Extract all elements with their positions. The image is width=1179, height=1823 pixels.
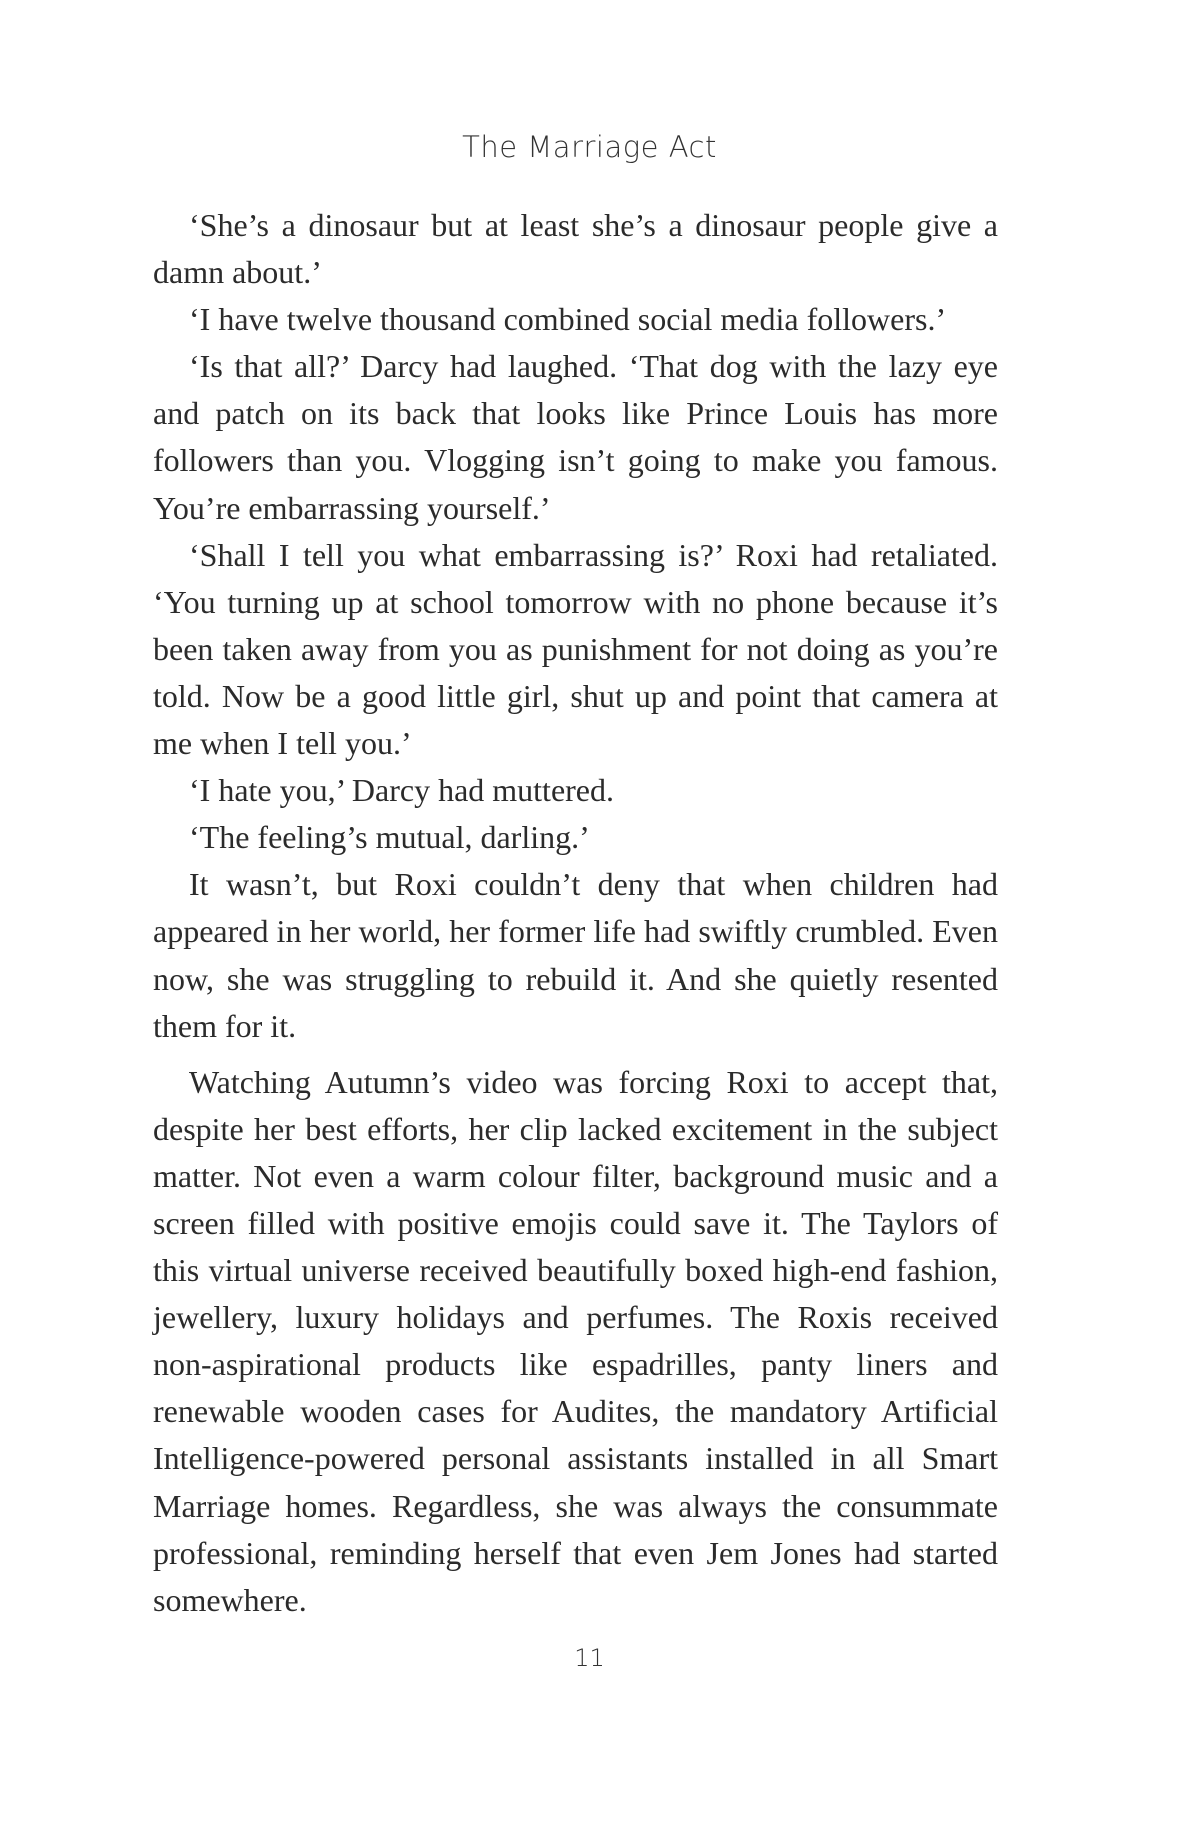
paragraph: ‘I hate you,’ Darcy had muttered. [189,772,614,809]
paragraph: ‘I have twelve thousand combined social media followers.’ [189,301,947,338]
paragraph: Watching Autumn’s video was forcing Roxi to accept that, despite her best efforts, her clip lacked excitement in the subject matter. Not even a warm colour filter, background music and a screen filled with positive emojis could save it. The Taylors of this virtual universe received beautifully boxed high-end fashion, jewellery, luxury holidays and perfumes. The Roxis received non-aspirational products like espadrilles, panty liners and renewable wooden cases for Audites, the mandatory Artificial Intelligence-powered personal assistants installed in all Smart Marriage homes. Regardless, she was always the consummate professional, reminding herself that even Jem Jones had started somewhere. [153,1063,998,1618]
paragraph: ‘Shall I tell you what embarrassing is?’ Roxi had retaliated. ‘You turning up at school tomorrow with no phone because it’s been taken away from you as punishment for not doing as you’re told. Now be a good little girl, shut up and point that camera at me when I tell you.’ [153,536,998,762]
paragraph: ‘She’s a dinosaur but at least she’s a dinosaur people give a damn about.’ [153,207,998,291]
paragraph: ‘The feeling’s mutual, darling.’ [189,819,590,856]
running-head: The Marriage Act [462,130,717,164]
paragraph: ‘Is that all?’ Darcy had laughed. ‘That dog with the lazy eye and patch on its back that looks like Prince Louis has more followers than you. Vlogging isn’t going to make you famous. You’re embarrassing yourself.’ [153,348,998,526]
page-number: 11 [574,1644,605,1672]
body-text [153,202,998,1624]
paragraph: It wasn’t, but Roxi couldn’t deny that when children had appeared in her world, her former life had swiftly crumbled. Even now, she was struggling to rebuild it. And she quietly resented them for it. [153,866,998,1044]
